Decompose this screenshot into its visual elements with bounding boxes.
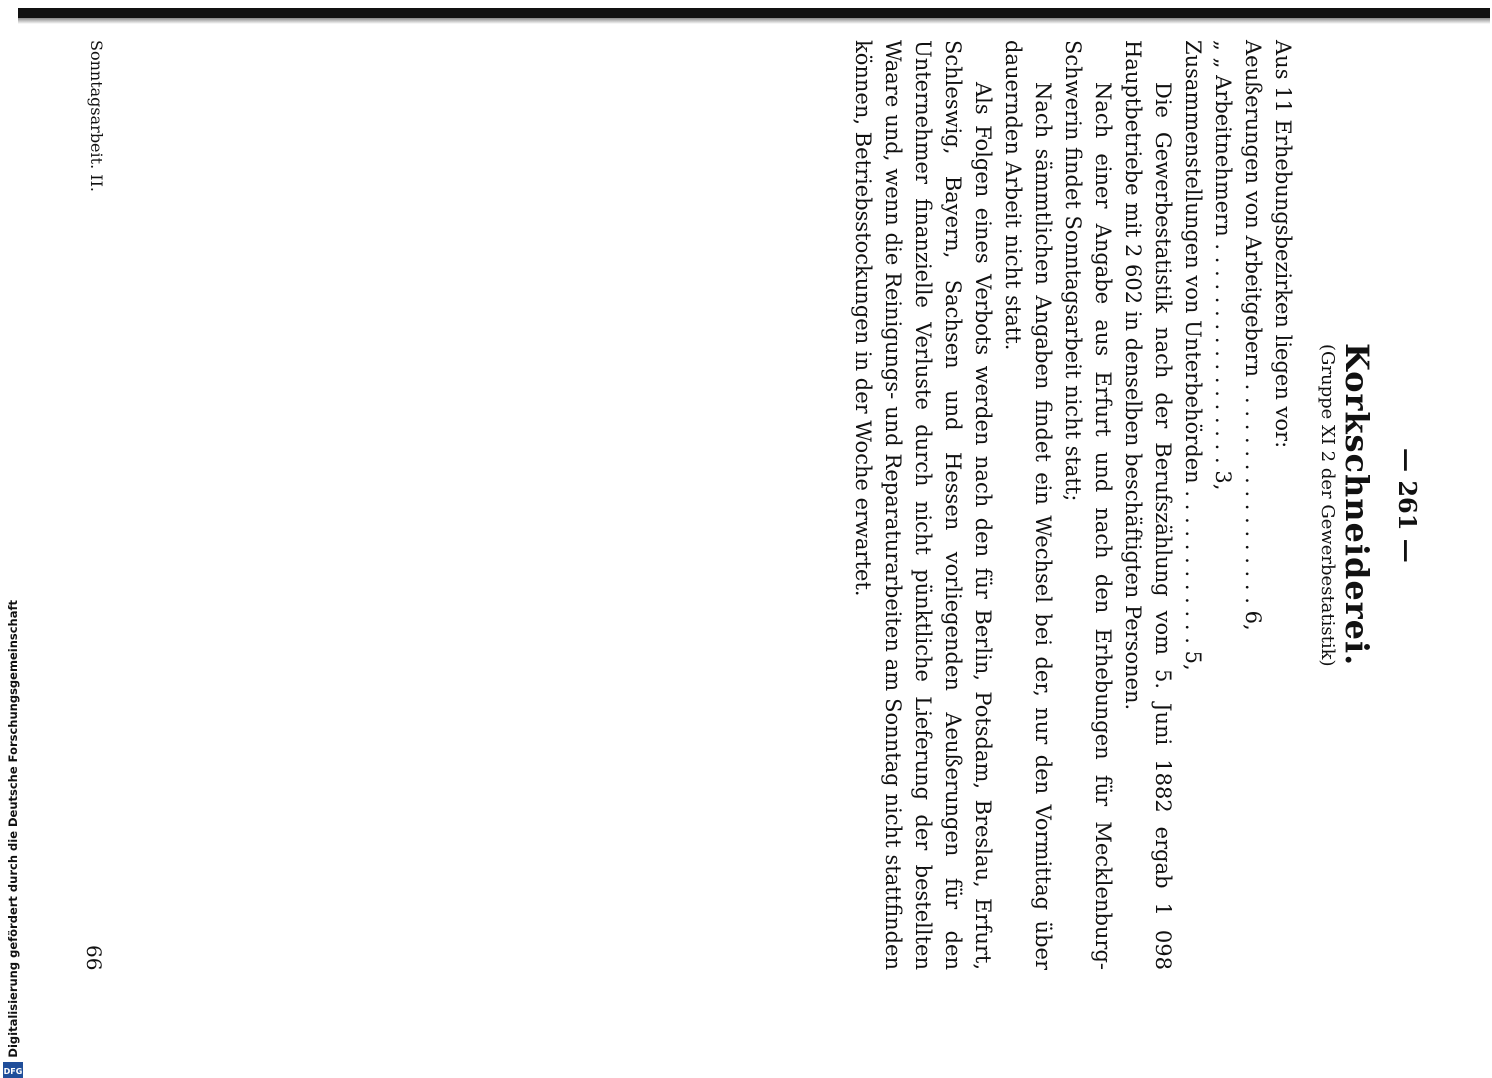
- paragraph: Nach sämmtlichen Angaben findet ein Wechsel bei der, nur den Vormittag über dauernden Arbeit nicht statt.: [1001, 40, 1055, 970]
- watermark-text: Digitalisierung gefördert durch die Deutsche Forschungsgemeinschaft: [6, 600, 20, 1058]
- page-subtitle: (Gruppe XI 2 der Gewerbestatistik): [1317, 343, 1338, 667]
- svg-text:DFG: DFG: [3, 1066, 23, 1076]
- paragraph: Die Gewerbestatistik nach der Berufszählung vom 5. Juni 1882 ergab 1 098 Hauptbetriebe mit 2 602 in denselben beschäftigten Personen.: [1121, 40, 1175, 970]
- dfg-logo-graphic: [3, 1062, 23, 1078]
- paragraph: Als Folgen eines Verbots werden nach den für Berlin, Potsdam, Breslau, Erfurt, Schleswig, Bayern, Sachsen und Hessen vorliegenden Aeußerungen für den Unternehmer finanzielle Verluste durch nicht pünktliche Lieferung der bestellten Waare und, wenn die Reinigungs- und Reparaturarbeiten am Sonntag nicht stattfinden können, Betriebsstockungen in der Woche erwartet.: [851, 40, 995, 970]
- page-number: — 261 —: [1393, 447, 1422, 563]
- scan-top-shadow: [18, 18, 1490, 24]
- list-item: „ „ Arbeitnehmern . . . . . . . . . . . . . . . . . 3,: [1211, 40, 1235, 491]
- paragraph: Nach einer Angabe aus Erfurt und nach den Erhebungen für Mecklenburg-Schwerin findet Sonntagsarbeit nicht statt;: [1061, 40, 1115, 970]
- dfg-logo-icon: [3, 1062, 23, 1078]
- scan-top-rule: [18, 8, 1490, 18]
- page-title: Korkschneiderei.: [1338, 343, 1376, 667]
- footer-left: Sonntagsarbeit. II.: [87, 40, 106, 192]
- dfg-watermark: [0, 600, 26, 1076]
- footer-signature: 66: [82, 944, 106, 970]
- intro-line: Aus 11 Erhebungsbezirken liegen vor:: [1271, 40, 1295, 449]
- page-footer: [82, 40, 106, 970]
- list-item: Aeußerungen von Arbeitgebern . . . . . . . . . . . . . . . . . 6,: [1241, 40, 1265, 631]
- document-page: [848, 40, 1422, 970]
- list-item: Zusammenstellungen von Unterbehörden . . . . . . . . . . . . 5,: [1181, 40, 1205, 671]
